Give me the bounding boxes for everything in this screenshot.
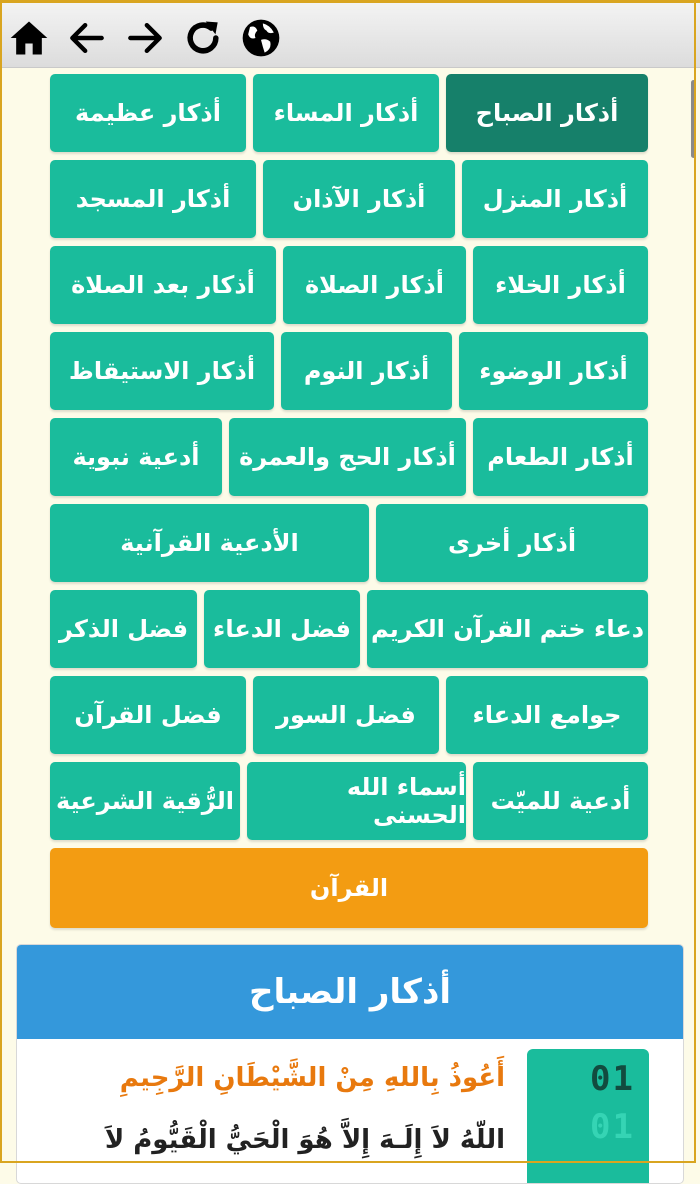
category-button-other[interactable]: أذكار أخرى (376, 504, 648, 582)
category-button-morning[interactable]: أذكار الصباح (446, 74, 648, 152)
home-icon[interactable] (4, 13, 54, 63)
category-button-sleep[interactable]: أذكار النوم (281, 332, 452, 410)
category-button-hajj[interactable]: أذكار الحج والعمرة (229, 418, 466, 496)
category-button-quranic[interactable]: الأدعية القرآنية (50, 504, 369, 582)
category-button-food[interactable]: أذكار الطعام (473, 418, 648, 496)
panel-title: أذكار الصباح (17, 945, 683, 1039)
category-button-prayer[interactable]: أذكار الصلاة (283, 246, 466, 324)
category-button-waking[interactable]: أذكار الاستيقاظ (50, 332, 274, 410)
category-button-mosque[interactable]: أذكار المسجد (50, 160, 256, 238)
category-button-comprehensive[interactable]: جوامع الدعاء (446, 676, 648, 754)
category-button-after-prayer[interactable]: أذكار بعد الصلاة (50, 246, 276, 324)
dhikr-title: أَعُوذُ بِاللهِ مِنْ الشَّيْطَانِ الرَّجِيمِ (119, 1063, 505, 1093)
counter[interactable] (527, 1049, 649, 1184)
category-button-surah-virtue[interactable]: فضل السور (253, 676, 439, 754)
category-button-quran-virtue[interactable]: فضل القرآن (50, 676, 246, 754)
counter-current: 01 (590, 1059, 635, 1099)
counter-total: 01 (590, 1107, 635, 1147)
category-button-prophetic[interactable]: أدعية نبوية (50, 418, 222, 496)
category-button-toilet[interactable]: أذكار الخلاء (473, 246, 648, 324)
scrollbar[interactable] (691, 80, 696, 158)
arrow-right-icon[interactable] (120, 13, 170, 63)
globe-icon[interactable] (236, 13, 286, 63)
category-button-home[interactable]: أذكار المنزل (462, 160, 648, 238)
quran-button[interactable]: القرآن (50, 848, 648, 928)
category-button-dua-virtue[interactable]: فضل الدعاء (204, 590, 360, 668)
category-button-great[interactable]: أذكار عظيمة (50, 74, 246, 152)
category-button-ruqyah[interactable]: الرُّقية الشرعية (50, 762, 240, 840)
browser-toolbar (0, 0, 700, 68)
category-button-ablution[interactable]: أذكار الوضوء (459, 332, 648, 410)
reload-icon[interactable] (178, 13, 228, 63)
category-button-adhan[interactable]: أذكار الآذان (263, 160, 455, 238)
dhikr-text: اللّهُ لاَ إِلَـهَ إِلاَّ هُوَ الْحَيُّ الْقَيُّومُ لاَ (104, 1125, 505, 1155)
category-button-names[interactable]: أسماء الله الحسنى (247, 762, 466, 840)
category-button-evening[interactable]: أذكار المساء (253, 74, 439, 152)
category-button-dhikr-virtue[interactable]: فضل الذكر (50, 590, 197, 668)
arrow-left-icon[interactable] (62, 13, 112, 63)
category-button-deceased[interactable]: أدعية للميّت (473, 762, 648, 840)
category-button-khatm[interactable]: دعاء ختم القرآن الكريم (367, 590, 648, 668)
dhikr-panel (16, 944, 684, 1184)
